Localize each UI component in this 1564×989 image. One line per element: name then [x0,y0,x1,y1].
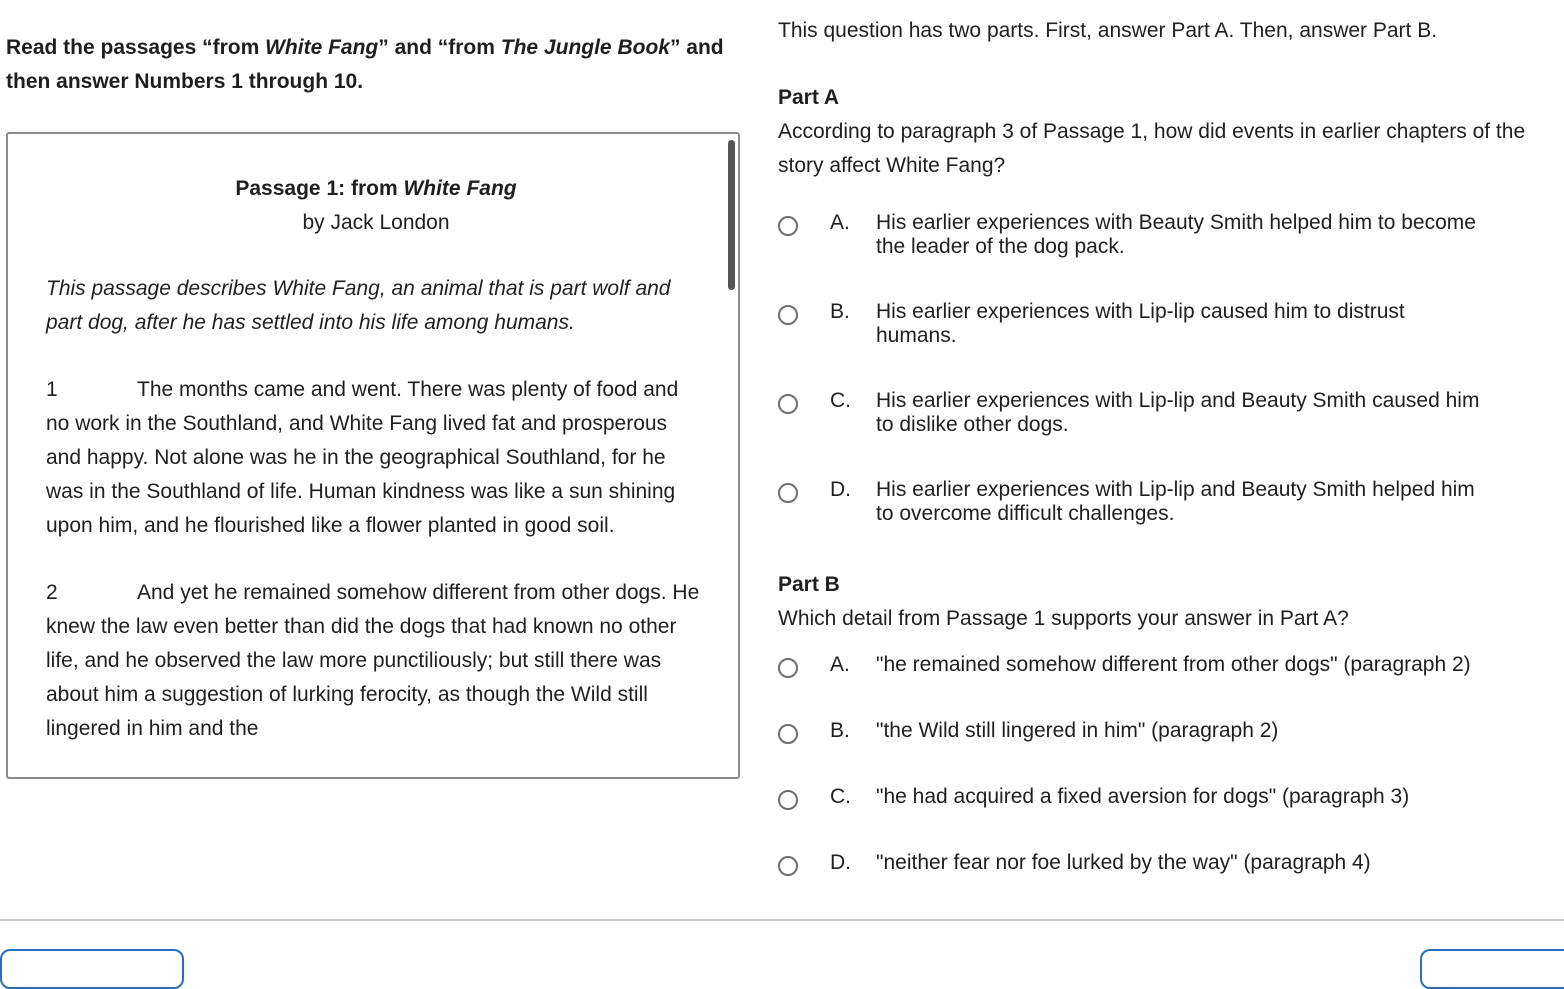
part-a-choice-d[interactable] [778,478,1538,526]
passage-content [46,172,706,779]
radio-button[interactable] [778,658,798,678]
part-a-question: According to paragraph 3 of Passage 1, how did events in earlier chapters of the story affect White Fang? [778,120,1526,177]
passage-title-prefix: Passage 1: from [235,177,404,200]
radio-button[interactable] [778,394,798,414]
choice-text: His earlier experiences with Lip-lip caused him to distrust humans. [876,300,1405,347]
choice-letter: B. [830,300,850,323]
radio-button[interactable] [778,483,798,503]
passage-title-work: White Fang [403,177,517,200]
part-a-label: Part A [778,86,840,109]
choice-letter: D. [830,851,851,874]
choice-text: "neither fear nor foe lurked by the way" (paragraph 4) [876,851,1371,874]
instructions-text: ” and then answer Numbers 1 through 10. [6,36,724,93]
radio-button[interactable] [778,790,798,810]
instructions-title-2: The Jungle Book [500,36,670,59]
choice-letter: C. [830,389,851,412]
paragraph-number: 1 [46,378,58,401]
choice-letter: C. [830,785,851,808]
part-b-question: Which detail from Passage 1 supports your answer in Part A? [778,607,1349,630]
passage-paragraph-1 [46,373,706,543]
back-button[interactable] [0,949,184,989]
part-b-choice-a[interactable] [778,653,1538,678]
radio-button[interactable] [778,305,798,325]
part-a-choice-c[interactable] [778,389,1538,437]
passage-scrollbar[interactable] [728,140,735,290]
choice-text: His earlier experiences with Beauty Smith helped him to become the leader of the dog pack. [876,211,1476,258]
radio-button[interactable] [778,216,798,236]
bottom-nav-bar [0,919,1564,953]
choice-text: His earlier experiences with Lip-lip and Beauty Smith caused him to dislike other dogs. [876,389,1480,436]
passage-author: by Jack London [302,211,450,234]
choice-letter: B. [830,719,850,742]
radio-button[interactable] [778,724,798,744]
choice-letter: D. [830,478,851,501]
passage-title [46,172,706,206]
question-instructions: This question has two parts. First, answer Part A. Then, answer Part B. [778,19,1438,42]
part-b-label: Part B [778,573,840,596]
part-b-choice-b[interactable] [778,719,1538,744]
paragraph-text: And yet he remained somehow different from other dogs. He knew the law even better than did the dogs that had known no other life, and he observed the law more punctiliously; but still there was about him a suggestion of lurking ferocity, as though the Wild still lingered in him and the [46,581,700,740]
choice-letter: A. [830,211,850,234]
part-b-choice-c[interactable] [778,785,1538,810]
passage-instructions [6,31,726,99]
question-panel [778,14,1538,876]
passage-paragraph-2 [46,576,706,746]
part-a-choice-a[interactable] [778,211,1538,259]
part-b-choice-d[interactable] [778,851,1538,876]
next-button[interactable] [1420,949,1564,989]
choice-text: "he had acquired a fixed aversion for dogs" (paragraph 3) [876,785,1410,808]
instructions-text: Read the passages “from [6,36,266,59]
choice-text: His earlier experiences with Lip-lip and Beauty Smith helped him to overcome difficult challenges. [876,478,1475,525]
instructions-title-1: White Fang [265,36,379,59]
paragraph-number: 2 [46,581,58,604]
radio-button[interactable] [778,856,798,876]
passage-panel[interactable] [6,132,740,779]
passage-intro: This passage describes White Fang, an animal that is part wolf and part dog, after he has settled into his life among humans. [46,277,671,334]
part-a-choice-b[interactable] [778,300,1538,348]
instructions-text: ” and “from [378,36,501,59]
paragraph-text: The months came and went. There was plenty of food and no work in the Southland, and White Fang lived fat and prosperous and happy. Not alone was he in the geographical Southland, for he was in the Southland of life. Human kindness was like a sun shining upon him, and he flourished like a flower planted in good soil. [46,378,679,537]
choice-letter: A. [830,653,850,676]
choice-text: "he remained somehow different from other dogs" (paragraph 2) [876,653,1471,676]
choice-text: "the Wild still lingered in him" (paragraph 2) [876,719,1279,742]
